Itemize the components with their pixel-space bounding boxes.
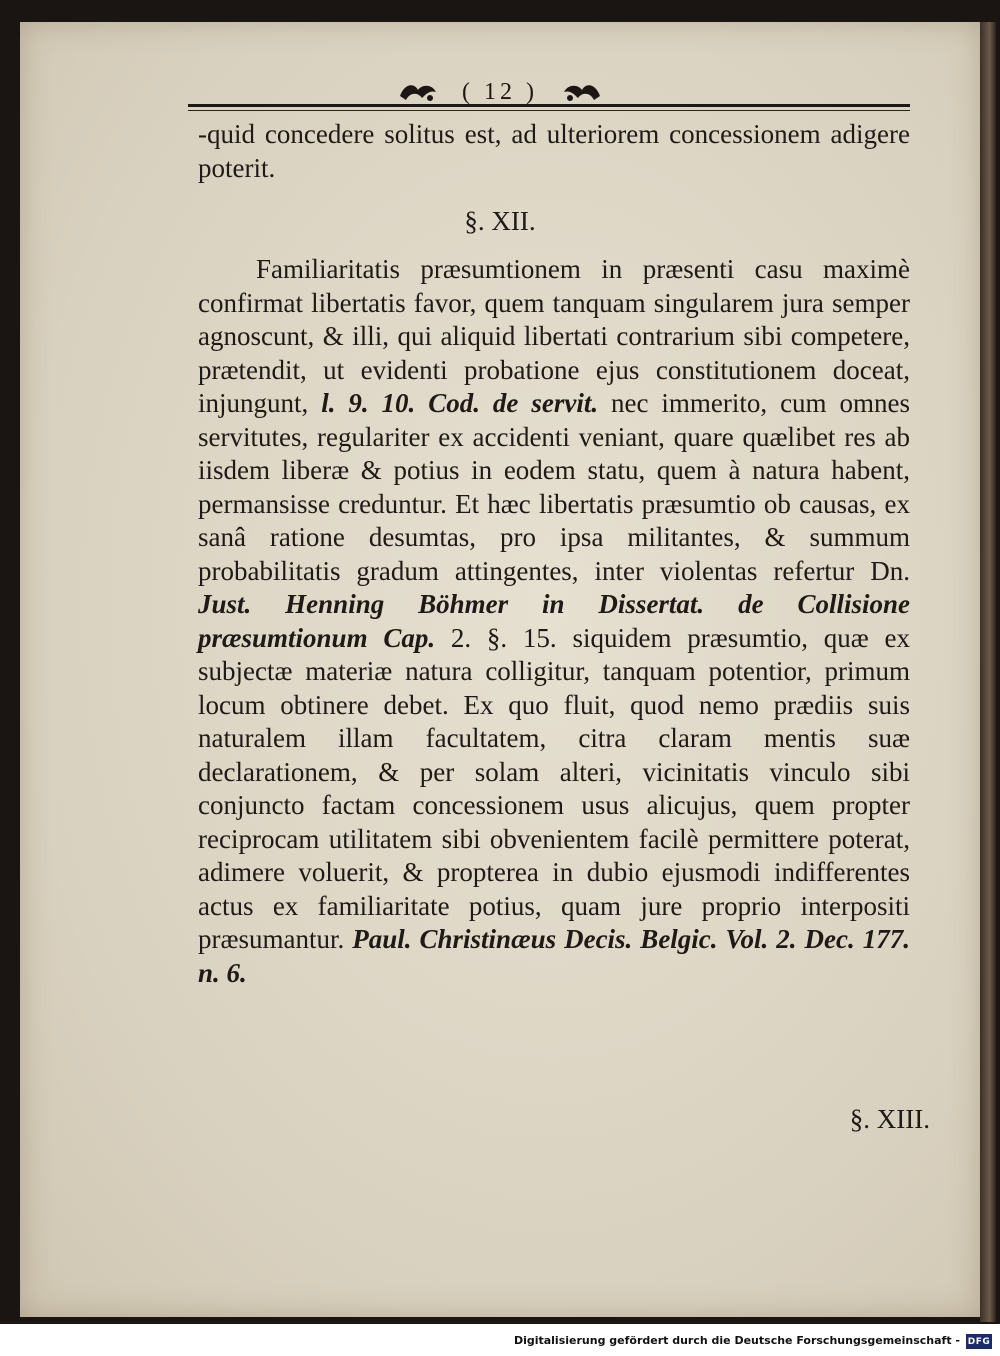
page-number: ( 12 ) (462, 78, 538, 105)
citation-code: l. 9. 10. Cod. de servit. (321, 388, 599, 418)
citation-christinaeus: Paul. Christinæus Decis. Belgic. Vol. 2. Dec. 177. n. 6. (198, 924, 911, 988)
dfg-logo-icon[interactable]: DFG (966, 1334, 992, 1349)
section-heading: §. XII. (464, 206, 536, 236)
catchword: §. XIII. (849, 1104, 930, 1134)
text-part-2: nec immerito, cum omnes servitutes, regulariter ex accidenti veniant, quare quælibet res ab iisdem liberæ & potius in eodem statu, quem à natura habent, permansisse creduntur. Et hæc libertatis præsumtio ob causas, ex sanâ ratione desumtas, pro ipsa militantes, & summum probabilitatis gradum attingentes, inter violentas refertur Dn. (198, 388, 910, 586)
text-part-3: 2. §. 15. siquidem præsumtio, quæ ex subjectæ materiæ natura colligitur, tanquam potentior, primum locum obtinere debet. Ex quo fluit, quod nemo prædiis suis naturalem illam facultatem, citra claram mentis suæ declarationem, & per solam alteri, vicinitatis vinculo sibi conjuncto factam concessionem usus alicujus, quem propter reciprocam utilitatem sibi obvenientem facilè permittere poterat, adimere voluerit, & propterea in dubio ejusmodi indifferentes actus ex familiaritate potius, quam jure proprio interpositi præsumantur. (198, 622, 911, 954)
opening-paragraph (198, 118, 910, 185)
opening-text: -quid concedere solitus est, ad ulteriorem concessionem adigere poterit. (198, 119, 910, 183)
fleuron-right-icon (558, 78, 604, 106)
paragraph-body (198, 253, 910, 990)
text-part-1: Familiaritatis præsumtionem in præsenti casu maximè confirmat libertatis favor, quem tanquam singularem jura semper agnoscunt, & illi, qui aliquid libertati contrarium sibi competere, prætendit, ut evidenti probatione ejus constitutionem doceat, injungunt, (198, 254, 910, 418)
footer-bar (0, 1324, 1000, 1356)
footer-credit: Digitalisierung gefördert durch die Deutsche Forschungsgemeinschaft - (513, 1334, 960, 1347)
header-rule (188, 104, 910, 107)
fleuron-left-icon (396, 78, 442, 106)
header-rule-thin (188, 110, 910, 111)
main-paragraph (198, 253, 910, 990)
citation-boehmer: Just. Henning Böhmer in Dissertat. de Collisione præsumtionum Cap. (198, 589, 910, 653)
